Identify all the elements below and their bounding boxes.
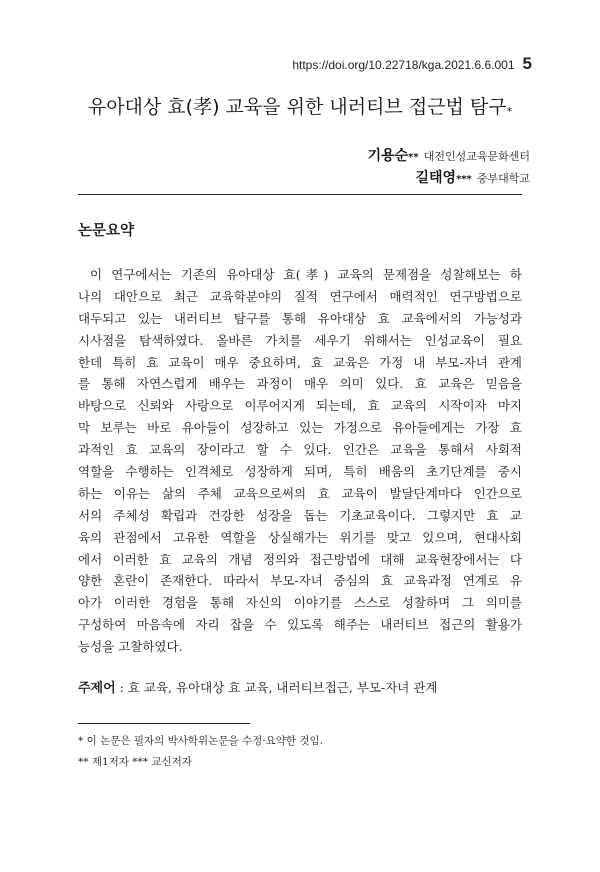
paper-title-text: 유아대상 효(孝) 교육을 위한 내러티브 접근법 탐구 bbox=[87, 96, 507, 118]
running-header bbox=[292, 54, 532, 74]
doi-link[interactable]: https://doi.org/10.22718/kga.2021.6.6.001 bbox=[292, 58, 515, 72]
header-divider bbox=[78, 194, 522, 195]
abstract-line: 능성을 고찰하였다. bbox=[78, 639, 183, 655]
abstract-line: 과적인 효 교육의 장이라고 할 수 있다. 인간은 교육을 통해서 사회적 bbox=[78, 442, 522, 458]
abstract-line: 바탕으로 신뢰와 사랑으로 이루어지게 되는데, 효 교육의 시작이자 마지 bbox=[78, 398, 522, 414]
author-line bbox=[368, 166, 530, 188]
keywords-separator: : bbox=[115, 680, 128, 695]
author-block bbox=[368, 144, 530, 188]
author-mark: ** bbox=[408, 152, 419, 163]
footnotes bbox=[78, 731, 323, 773]
abstract-heading: 논문요약 bbox=[78, 223, 135, 239]
keywords bbox=[78, 677, 522, 696]
abstract-line: 구성하여 마음속에 자리 잡을 수 있도록 해주는 내러티브 접근의 활용가 bbox=[78, 617, 522, 633]
author-mark: *** bbox=[456, 174, 472, 185]
abstract-line: 나의 대안으로 최근 교육학분야의 질적 연구에서 매력적인 연구방법으로 bbox=[78, 288, 522, 304]
footnote-divider bbox=[78, 723, 250, 724]
abstract-line: 한데 특히 효 교육이 매우 중요하며, 효 교육은 가정 내 부모-자녀 관계 bbox=[78, 354, 522, 370]
abstract-line: 역할을 수행하는 인격체로 성장하게 되며, 특히 배움의 초기단계를 중시 bbox=[78, 464, 522, 480]
abstract-line: 막 보루는 바로 유아들이 성장하고 있는 가정으로 유아들에게는 가장 효 bbox=[78, 420, 522, 436]
author-name: 길태영 bbox=[415, 170, 457, 186]
abstract-line: 를 통해 자연스럽게 배우는 과정이 매우 의미 있다. 효 교육은 믿음을 bbox=[78, 376, 522, 392]
footnote: * 이 논문은 필자의 박사학위논문을 수정·요약한 것임. bbox=[78, 735, 323, 747]
abstract-line: 에서 이러한 효 교육의 개념 정의와 접근방법에 대해 교육현장에서는 다 bbox=[78, 551, 522, 567]
abstract-line: 하는 이유는 삶의 주체 교육으로써의 효 교육이 발달단계마다 인간으로 bbox=[78, 485, 522, 501]
author-affiliation: 대전인성교육문화센터 bbox=[423, 150, 530, 163]
abstract-line: 서의 주체성 확립과 건강한 성장을 돕는 기초교육이다. 그렇지만 효 교 bbox=[78, 507, 522, 523]
author-name: 기용순 bbox=[367, 148, 409, 164]
paper-title bbox=[0, 92, 600, 119]
abstract-body bbox=[78, 264, 522, 658]
abstract-line: 대두되고 있는 내러티브 탐구를 통해 유아대상 효 교육에서의 가능성과 bbox=[78, 310, 522, 326]
author-line bbox=[368, 144, 530, 166]
keywords-text: 효 교육, 유아대상 효 교육, 내러티브접근, 부모-자녀 관계 bbox=[127, 680, 438, 695]
keywords-label: 주제어 bbox=[78, 681, 116, 696]
title-footnote-mark: * bbox=[506, 105, 513, 118]
author-affiliation: 중부대학교 bbox=[476, 172, 530, 185]
page-number: 5 bbox=[522, 54, 532, 73]
abstract-line: 육의 관점에서 고유한 역할을 상실해가는 위기를 맞고 있으며, 현대사회 bbox=[78, 529, 522, 545]
abstract-line: 시사점을 탐색하였다. 올바른 가치를 세우기 위해서는 인성교육이 필요 bbox=[78, 332, 522, 348]
footnote: ** 제1저자 *** 교신저자 bbox=[78, 756, 192, 768]
abstract-line: 아가 이러한 경험을 통해 자신의 이야기를 스스로 성찰하며 그 의미를 bbox=[78, 595, 522, 611]
abstract-line: 이 연구에서는 기존의 유아대상 효(孝) 교육의 문제점을 성찰해보는 하 bbox=[90, 267, 522, 282]
abstract-line: 양한 혼란이 존재한다. 따라서 부모-자녀 중심의 효 교육과정 연계로 유 bbox=[78, 573, 522, 589]
